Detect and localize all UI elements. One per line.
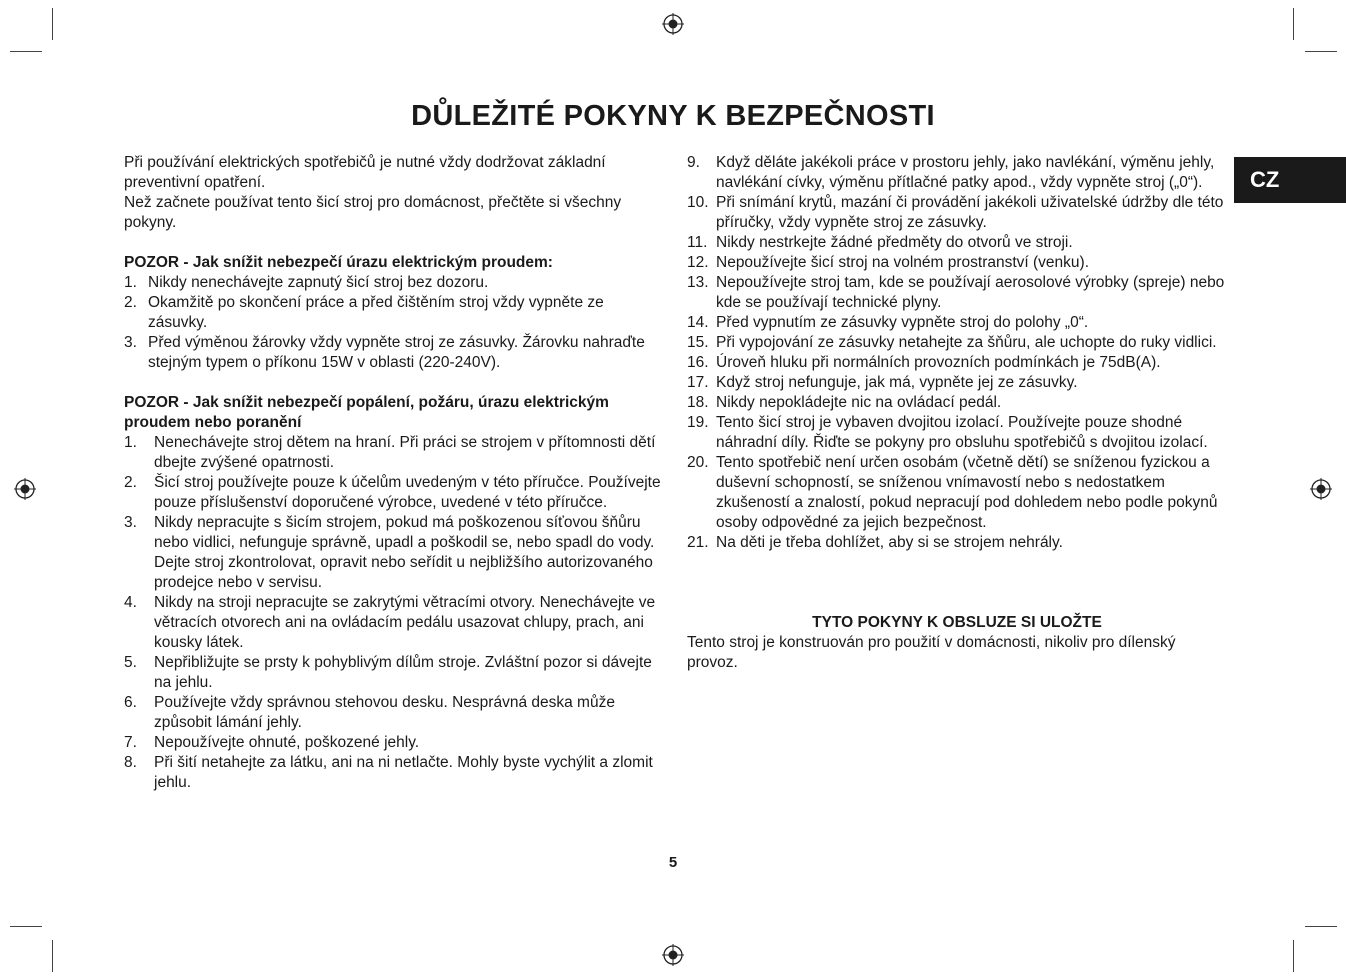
list-item [687, 233, 1227, 253]
list-number: 4. [124, 594, 137, 611]
list-item [124, 273, 664, 293]
list-item [687, 333, 1227, 353]
list-text: Před vypnutím ze zásuvky vypněte stroj do polohy „0“. [716, 314, 1089, 331]
list-number: 12. [687, 254, 709, 271]
list-text: Při snímání krytů, mazání či provádění jakékoli uživatelské údržby dle této příručky, vždy vypněte stroj ze zásuvky. [716, 194, 1224, 231]
list-text: Když děláte jakékoli práce v prostoru jehly, jako navlékání, výměnu jehly, navlékání cívky, výměnu přítlačné patky apod., vždy vypněte stroj („0“). [716, 154, 1215, 191]
section-heading-electric: POZOR - Jak snížit nebezpečí úrazu elektrickým proudem: [124, 254, 553, 271]
list-text: Nikdy nenechávejte zapnutý šicí stroj bez dozoru. [148, 274, 489, 291]
language-tab [1234, 157, 1346, 203]
crop-mark [52, 8, 53, 40]
intro-paragraph: Než začnete používat tento šicí stroj pro domácnost, přečtěte si všechny pokyny. [124, 194, 622, 231]
list-item [687, 413, 1227, 453]
list-item [124, 753, 664, 793]
list-number: 8. [124, 754, 137, 771]
list-text: Při šití netahejte za látku, ani na ni netlačte. Mohly byste vychýlit a zlomit jehlu. [154, 754, 653, 791]
list-number: 16. [687, 354, 709, 371]
crop-mark [10, 926, 42, 927]
list-text: Používejte vždy správnou stehovou desku. Nesprávná deska může způsobit lámání jehly. [154, 694, 615, 731]
crop-mark [1305, 926, 1337, 927]
list-text: Okamžitě po skončení práce a před čištěním stroj vždy vypněte ze zásuvky. [148, 294, 604, 331]
list-item [124, 473, 664, 513]
list-item [687, 453, 1227, 533]
list-text: Úroveň hluku při normálních provozních podmínkách je 75dB(A). [716, 354, 1161, 371]
list-item [124, 653, 664, 693]
list-item [124, 693, 664, 733]
list-number: 1. [124, 434, 137, 451]
list-item [124, 733, 664, 753]
crop-mark [1293, 940, 1294, 972]
list-number: 7. [124, 734, 137, 751]
save-instructions-heading: TYTO POKYNY K OBSLUZE SI ULOŽTE [812, 614, 1102, 631]
registration-mark-icon [662, 13, 684, 35]
list-item [687, 193, 1227, 233]
list-item [687, 393, 1227, 413]
list-text: Nikdy na stroji nepracujte se zakrytými větracími otvory. Nenechávejte ve větracích otvorech ani na ovládacím pedálu usazovat chlupy, prach, ani kousky látek. [154, 594, 656, 651]
list-number: 18. [687, 394, 709, 411]
list-text: Nepoužívejte stroj tam, kde se používají aerosolové výrobky (spreje) nebo kde se používají technické plyny. [716, 274, 1225, 311]
crop-mark [10, 51, 42, 52]
list-item [687, 313, 1227, 333]
list-item [687, 153, 1227, 193]
registration-mark-icon [14, 478, 36, 500]
list-number: 21. [687, 534, 709, 551]
list-item [687, 273, 1227, 313]
list-number: 20. [687, 454, 709, 471]
list-item [687, 353, 1227, 373]
list-text: Nepoužívejte ohnuté, poškozené jehly. [154, 734, 420, 751]
right-column [687, 153, 1227, 673]
list-number: 2. [124, 294, 137, 311]
list-item [687, 373, 1227, 393]
list-number: 5. [124, 654, 137, 671]
list-number: 6. [124, 694, 137, 711]
list-text: Šicí stroj používejte pouze k účelům uvedeným v této příručce. Používejte pouze příslušenství doporučené výrobce, uvedené v této příručce. [154, 474, 661, 511]
general-safety-list [687, 153, 1227, 553]
list-text: Nepoužívejte šicí stroj na volném prostranství (venku). [716, 254, 1090, 271]
left-column [124, 153, 664, 793]
list-text: Nikdy nestrkejte žádné předměty do otvorů ve stroji. [716, 234, 1073, 251]
page-number: 5 [668, 854, 678, 871]
list-text: Nenechávejte stroj dětem na hraní. Při práci se strojem v přítomnosti dětí dbejte zvýšené opatrnosti. [154, 434, 656, 471]
list-item [124, 593, 664, 653]
list-text: Tento spotřebič není určen osobám (včetně dětí) se sníženou fyzickou a duševní schopností, se sníženou vnímavostí nebo s nedostatkem zkušeností a znalostí, pokud nepracují pod dohledem nebo podle pokynů osoby odpovědné za jejich bezpečnost. [716, 454, 1218, 531]
list-text: Když stroj nefunguje, jak má, vypněte jej ze zásuvky. [716, 374, 1078, 391]
list-number: 14. [687, 314, 709, 331]
list-number: 15. [687, 334, 709, 351]
registration-mark-icon [662, 944, 684, 966]
list-text: Nepřibližujte se prsty k pohyblivým dílům stroje. Zvláštní pozor si dávejte na jehlu. [154, 654, 652, 691]
list-text: Tento šicí stroj je vybaven dvojitou izolací. Používejte pouze shodné náhradní díly. Řiďte se pokyny pro obsluhu spotřebičů s dvojitou izolací. [716, 414, 1208, 451]
list-text: Nikdy nepracujte s šicím strojem, pokud má poškozenou síťovou šňůru nebo vidlici, nefunguje správně, upadl a poškodil se, nebo spadl do vody. Dejte stroj zkontrolovat, opravit nebo seřídit u nejbližšího autorizovaného prodejce nebo v servisu. [154, 514, 655, 591]
crop-mark [52, 940, 53, 972]
electric-safety-list [124, 273, 664, 373]
list-number: 9. [687, 154, 700, 171]
list-number: 19. [687, 414, 709, 431]
section-heading-fire: POZOR - Jak snížit nebezpečí popálení, požáru, úrazu elektrickým proudem nebo poranění [124, 394, 609, 431]
list-number: 3. [124, 514, 137, 531]
list-number: 11. [687, 234, 708, 251]
intro-paragraph: Při používání elektrických spotřebičů je nutné vždy dodržovat základní preventivní opatření. [124, 154, 606, 191]
page-title: DŮLEŽITÉ POKYNY K BEZPEČNOSTI [411, 100, 935, 132]
list-text: Při vypojování ze zásuvky netahejte za šňůru, ale uchopte do ruky vidlici. [716, 334, 1217, 351]
list-text: Nikdy nepokládejte nic na ovládací pedál. [716, 394, 1002, 411]
list-item [687, 253, 1227, 273]
save-instructions-text: Tento stroj je konstruován pro použití v domácnosti, nikoliv pro dílenský provoz. [687, 634, 1176, 671]
crop-mark [1305, 51, 1337, 52]
list-text: Na děti je třeba dohlížet, aby si se strojem nehrály. [716, 534, 1063, 551]
list-number: 2. [124, 474, 137, 491]
list-number: 3. [124, 334, 137, 351]
language-tab-label: CZ [1250, 167, 1280, 192]
list-number: 17. [687, 374, 709, 391]
list-item [687, 533, 1227, 553]
list-item [124, 513, 664, 593]
list-number: 1. [124, 274, 137, 291]
list-item [124, 293, 664, 333]
registration-mark-icon [1310, 478, 1332, 500]
list-number: 13. [687, 274, 709, 291]
fire-safety-list [124, 433, 664, 793]
list-text: Před výměnou žárovky vždy vypněte stroj ze zásuvky. Žárovku nahraďte stejným typem o příkonu 15W v oblasti (220-240V). [148, 334, 645, 371]
crop-mark [1293, 8, 1294, 40]
list-number: 10. [687, 194, 709, 211]
list-item [124, 333, 664, 373]
list-item [124, 433, 664, 473]
